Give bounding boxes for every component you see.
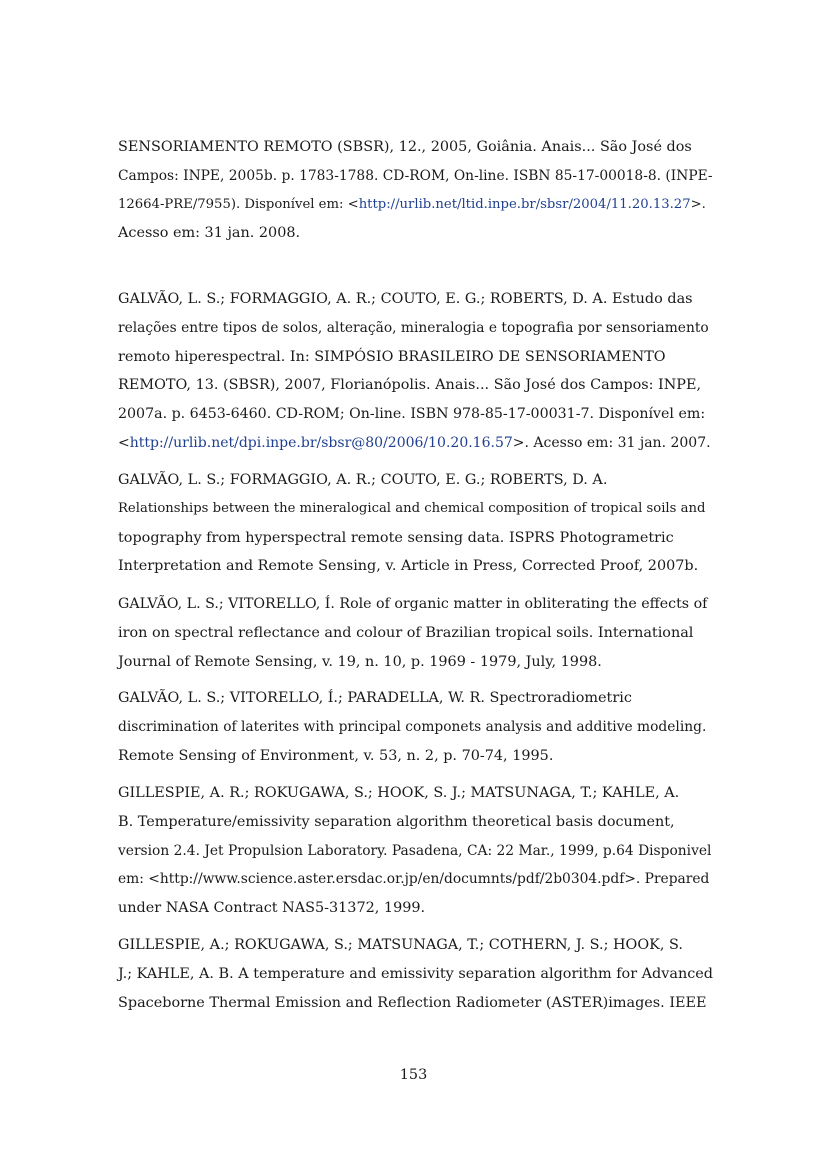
reference-line: REMOTO, 13. (SBSR), 2007, Florianópolis. Anais... São José dos Campos: INPE, — [118, 377, 702, 394]
reference-line: iron on spectral reflectance and colour of Brazilian tropical soils. International — [118, 624, 694, 641]
reference-entry — [118, 779, 710, 923]
reference-entry — [118, 466, 710, 581]
reference-entry — [118, 285, 710, 458]
reference-line: <http://urlib.net/dpi.inpe.br/sbsr@80/2006/10.20.16.57>. Acesso em: 31 jan. 2007. — [118, 434, 711, 451]
reference-line: Relationships between the mineralogical and chemical composition of tropical soils and — [118, 500, 706, 516]
reference-entry — [118, 931, 714, 1017]
page-number: 153 — [399, 1067, 428, 1083]
reference-line: Remote Sensing of Environment, v. 53, n. 2, p. 70-74, 1995. — [118, 747, 554, 764]
reference-line: Acesso em: 31 jan. 2008. — [118, 225, 301, 242]
reference-line: under NASA Contract NAS5-31372, 1999. — [118, 900, 426, 917]
reference-line: em: <http://www.science.aster.ersdac.or.jp/en/documnts/pdf/2b0304.pdf>. Prepared — [118, 871, 710, 888]
reference-line: Campos: INPE, 2005b. p. 1783-1788. CD-ROM, On-line. ISBN 85-17-00018-8. (INPE- — [118, 167, 713, 184]
reference-line: B. Temperature/emissivity separation algorithm theoretical basis document, — [118, 813, 675, 830]
reference-line: version 2.4. Jet Propulsion Laboratory. Pasadena, CA: 22 Mar., 1999, p.64 Disponivel — [118, 842, 712, 859]
reference-line: remoto hiperespectral. In: SIMPÓSIO BRASILEIRO DE SENSORIAMENTO — [118, 348, 666, 365]
reference-line: GALVÃO, L. S.; FORMAGGIO, A. R.; COUTO, E. G.; ROBERTS, D. A. — [118, 472, 608, 488]
reference-entry — [118, 684, 710, 770]
reference-line: Journal of Remote Sensing, v. 19, n. 10, p. 1969 - 1979, July, 1998. — [118, 653, 602, 670]
reference-line: J.; KAHLE, A. B. A temperature and emissivity separation algorithm for Advanced — [118, 965, 714, 982]
reference-line: GILLESPIE, A. R.; ROKUGAWA, S.; HOOK, S. J.; MATSUNAGA, T.; KAHLE, A. — [118, 785, 680, 801]
reference-entry — [118, 133, 713, 248]
reference-line: Interpretation and Remote Sensing, v. Article in Press, Corrected Proof, 2007b. — [118, 558, 699, 575]
reference-line: discrimination of laterites with principal componets analysis and additive modeling. — [118, 718, 707, 735]
reference-entry — [118, 590, 710, 676]
reference-line: relações entre tipos de solos, alteração, mineralogia e topografia por sensoriamento — [118, 319, 709, 336]
reference-line: 2007a. p. 6453-6460. CD-ROM; On-line. ISBN 978-85-17-00031-7. Disponível em: — [118, 406, 706, 423]
reference-line: SENSORIAMENTO REMOTO (SBSR), 12., 2005, Goiânia. Anais... São José dos — [118, 139, 692, 155]
reference-line: GALVÃO, L. S.; FORMAGGIO, A. R.; COUTO, E. G.; ROBERTS, D. A. Estudo das — [118, 291, 693, 307]
reference-line: topography from hyperspectral remote sensing data. ISPRS Photogrametric — [118, 529, 674, 546]
reference-line: Spaceborne Thermal Emission and Reflection Radiometer (ASTER)images. IEEE — [118, 994, 707, 1011]
reference-link[interactable]: http://urlib.net/dpi.inpe.br/sbsr@80/2006/10.20.16.57 — [129, 434, 513, 451]
reference-line: GILLESPIE, A.; ROKUGAWA, S.; MATSUNAGA, T.; COTHERN, J. S.; HOOK, S. — [118, 937, 683, 953]
reference-line: GALVÃO, L. S.; VITORELLO, Í. Role of organic matter in obliterating the effects of — [118, 596, 708, 612]
reference-link[interactable]: http://urlib.net/ltid.inpe.br/sbsr/2004/11.20.13.27 — [358, 196, 691, 212]
reference-line: GALVÃO, L. S.; VITORELLO, Í.; PARADELLA, W. R. Spectroradiometric — [118, 690, 632, 706]
reference-line: 12664-PRE/7955). Disponível em: <http://urlib.net/ltid.inpe.br/sbsr/2004/11.20.13.27>. — [118, 196, 706, 212]
